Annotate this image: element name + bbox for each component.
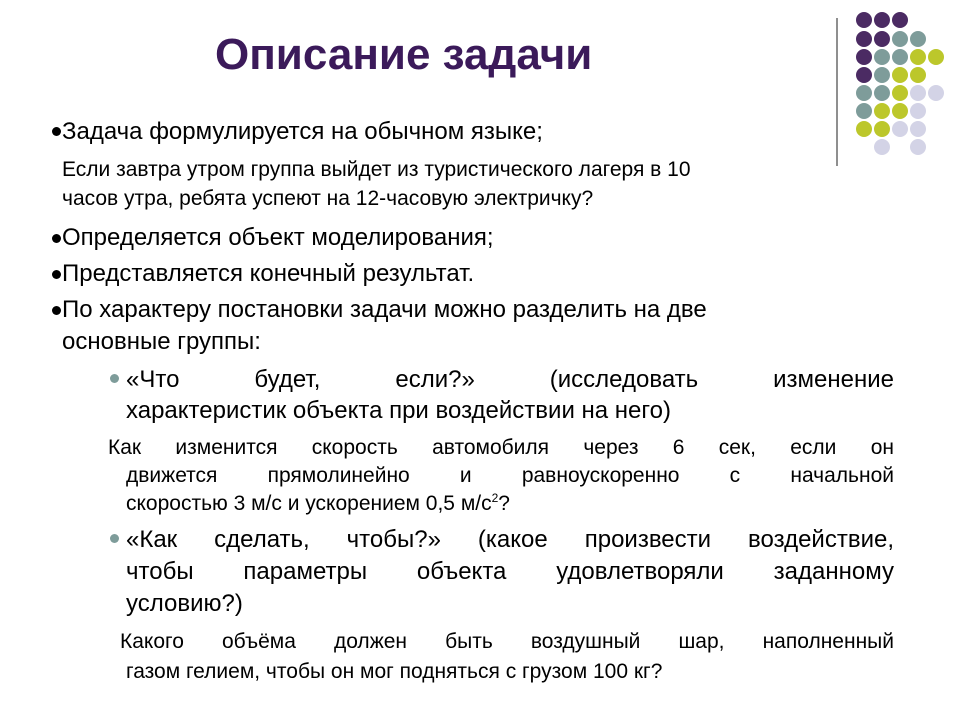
dot bbox=[874, 49, 890, 65]
slide-title: Описание задачи bbox=[215, 30, 593, 79]
sub-bullet-text: «Что будет, если?» (исследовать изменение bbox=[126, 366, 894, 393]
dot bbox=[892, 49, 908, 65]
sub-bullet-text: характеристик объекта при воздействии на него) bbox=[126, 397, 671, 424]
sub-bullet-icon bbox=[110, 374, 119, 383]
dot bbox=[856, 67, 872, 83]
dot bbox=[910, 139, 926, 155]
example-text-end: ? bbox=[498, 492, 510, 515]
dot bbox=[892, 67, 908, 83]
example-text: газом гелием, чтобы он мог подняться с грузом 100 кг? bbox=[126, 660, 663, 683]
bullet-text: Определяется объект моделирования; bbox=[62, 224, 494, 251]
dot bbox=[856, 31, 872, 47]
bullet-icon bbox=[52, 234, 61, 243]
example-text bbox=[126, 492, 510, 516]
dot bbox=[874, 85, 890, 101]
example-text: Как изменится скорость автомобиля через 6 сек, если он bbox=[108, 436, 894, 459]
dot bbox=[910, 121, 926, 137]
dot bbox=[856, 49, 872, 65]
dot bbox=[892, 31, 908, 47]
dot bbox=[928, 85, 944, 101]
dot bbox=[910, 67, 926, 83]
dot bbox=[892, 103, 908, 119]
dot bbox=[910, 31, 926, 47]
superscript: 2 bbox=[491, 491, 499, 505]
bullet-icon bbox=[52, 270, 61, 279]
bullet-icon bbox=[52, 306, 61, 315]
decorative-divider bbox=[836, 18, 838, 166]
bullet-text: Задача формулируется на обычном языке; bbox=[62, 118, 543, 145]
dot bbox=[892, 121, 908, 137]
sub-bullet-text: «Как сделать, чтобы?» (какое произвести воздействие, bbox=[126, 526, 894, 553]
example-text: часов утра, ребята успеют на 12-часовую электричку? bbox=[62, 187, 594, 210]
dot bbox=[910, 103, 926, 119]
dot bbox=[928, 49, 944, 65]
dot bbox=[874, 103, 890, 119]
bullet-text: основные группы: bbox=[62, 328, 261, 355]
dot bbox=[874, 121, 890, 137]
example-text: движется прямолинейно и равноускоренно с начальной bbox=[126, 464, 894, 487]
dot bbox=[910, 85, 926, 101]
sub-bullet-text: чтобы параметры объекта удовлетворяли заданному bbox=[126, 558, 894, 585]
example-text: Какого объёма должен быть воздушный шар, наполненный bbox=[120, 630, 894, 653]
bullet-text: Представляется конечный результат. bbox=[62, 260, 475, 287]
dot bbox=[856, 121, 872, 137]
dot bbox=[910, 49, 926, 65]
dot bbox=[874, 12, 890, 28]
dot bbox=[892, 12, 908, 28]
bullet-icon bbox=[52, 127, 61, 136]
dot bbox=[856, 103, 872, 119]
example-text-part: скоростью 3 м/с и ускорением 0,5 м/с bbox=[126, 492, 492, 515]
dot bbox=[874, 139, 890, 155]
dot bbox=[856, 85, 872, 101]
dot bbox=[856, 12, 872, 28]
example-text: Если завтра утром группа выйдет из туристического лагеря в 10 bbox=[62, 158, 691, 181]
bullet-text: По характеру постановки задачи можно разделить на две bbox=[62, 296, 707, 323]
dot bbox=[874, 67, 890, 83]
dot bbox=[874, 31, 890, 47]
sub-bullet-text: условию?) bbox=[126, 590, 243, 617]
dot bbox=[892, 85, 908, 101]
sub-bullet-icon bbox=[110, 534, 119, 543]
